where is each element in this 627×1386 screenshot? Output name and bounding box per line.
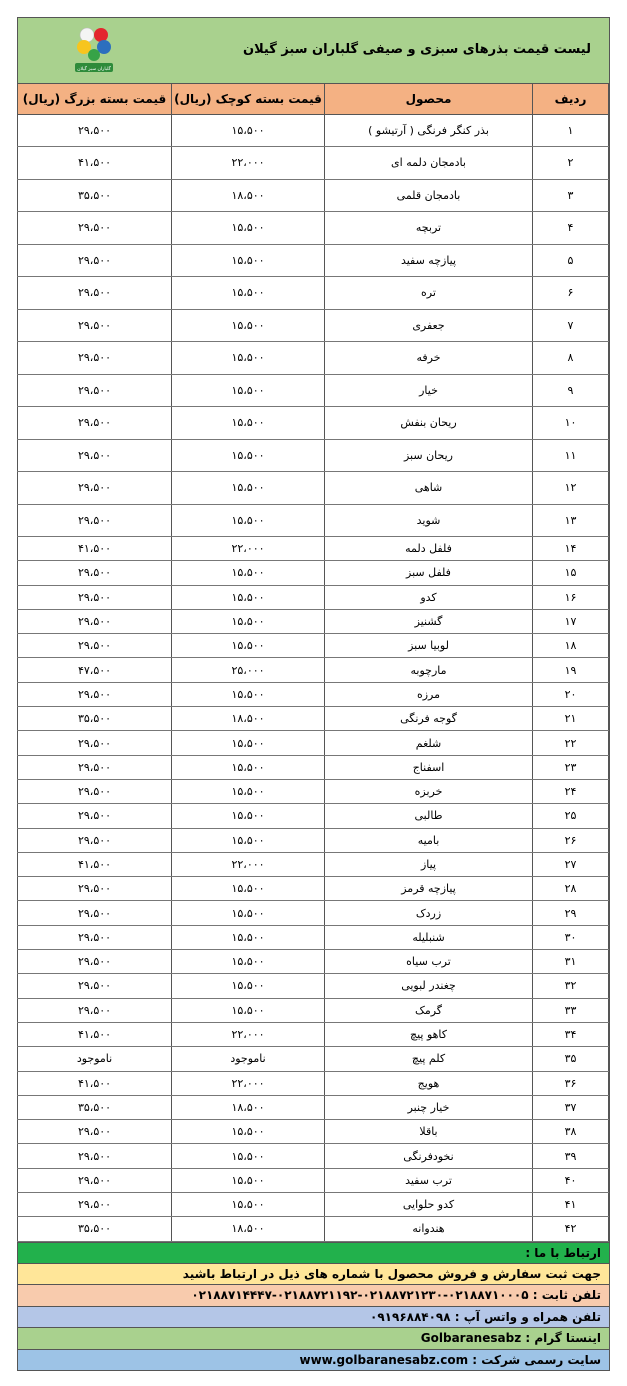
- small-price-cell: ۱۵،۵۰۰: [172, 974, 325, 998]
- row-number-cell: ۲۹: [533, 901, 609, 925]
- product-cell: ریحان سبز: [325, 439, 533, 472]
- table-row: [18, 901, 609, 925]
- table-row: [18, 682, 609, 706]
- large-price-cell: ۴۱،۵۰۰: [18, 1022, 172, 1046]
- table-row: [18, 212, 609, 245]
- table-row: [18, 561, 609, 585]
- small-price-cell: ۱۵،۵۰۰: [172, 1193, 325, 1217]
- row-number-cell: ۵: [533, 244, 609, 277]
- footer: [18, 1242, 609, 1370]
- large-price-cell: ناموجود: [18, 1047, 172, 1071]
- row-number-cell: ۱۱: [533, 439, 609, 472]
- product-cell: بامیه: [325, 828, 533, 852]
- table-row: [18, 804, 609, 828]
- col-header-product: محصول: [325, 84, 533, 114]
- table-row: [18, 1217, 609, 1241]
- small-price-cell: ۱۵،۵۰۰: [172, 1144, 325, 1168]
- product-cell: هندوانه: [325, 1217, 533, 1241]
- product-cell: شاهی: [325, 472, 533, 505]
- product-cell: خیار: [325, 374, 533, 407]
- large-price-cell: ۴۷،۵۰۰: [18, 658, 172, 682]
- table-row: [18, 407, 609, 440]
- large-price-cell: ۲۹،۵۰۰: [18, 974, 172, 998]
- row-number-cell: ۱۷: [533, 609, 609, 633]
- large-price-cell: ۲۹،۵۰۰: [18, 472, 172, 505]
- row-number-cell: ۳۸: [533, 1120, 609, 1144]
- product-cell: لوبیا سبز: [325, 634, 533, 658]
- row-number-cell: ۳۰: [533, 925, 609, 949]
- table-row: [18, 925, 609, 949]
- large-price-cell: ۳۵،۵۰۰: [18, 1095, 172, 1119]
- large-price-cell: ۲۹،۵۰۰: [18, 439, 172, 472]
- large-price-cell: ۲۹،۵۰۰: [18, 779, 172, 803]
- row-number-cell: ۱۳: [533, 504, 609, 537]
- large-price-cell: ۲۹،۵۰۰: [18, 828, 172, 852]
- row-number-cell: ۳۱: [533, 950, 609, 974]
- large-price-cell: ۲۹،۵۰۰: [18, 1193, 172, 1217]
- row-number-cell: ۲۰: [533, 682, 609, 706]
- small-price-cell: ۱۵،۵۰۰: [172, 998, 325, 1022]
- row-number-cell: ۳۲: [533, 974, 609, 998]
- product-cell: شوید: [325, 504, 533, 537]
- row-number-cell: ۳۴: [533, 1022, 609, 1046]
- table-row: [18, 658, 609, 682]
- table-body: [18, 114, 609, 1241]
- product-cell: زردک: [325, 901, 533, 925]
- large-price-cell: ۲۹،۵۰۰: [18, 731, 172, 755]
- table-row: [18, 147, 609, 180]
- table-row: [18, 342, 609, 375]
- large-price-cell: ۲۹،۵۰۰: [18, 504, 172, 537]
- small-price-cell: ۲۵،۰۰۰: [172, 658, 325, 682]
- table-row: [18, 1047, 609, 1071]
- small-price-cell: ۱۸،۵۰۰: [172, 1217, 325, 1241]
- small-price-cell: ۱۵،۵۰۰: [172, 374, 325, 407]
- row-number-cell: ۱: [533, 114, 609, 147]
- row-number-cell: ۱۶: [533, 585, 609, 609]
- small-price-cell: ۱۵،۵۰۰: [172, 804, 325, 828]
- table-row: [18, 244, 609, 277]
- small-price-cell: ۱۵،۵۰۰: [172, 901, 325, 925]
- product-cell: ریحان بنفش: [325, 407, 533, 440]
- row-number-cell: ۲۶: [533, 828, 609, 852]
- large-price-cell: ۲۹،۵۰۰: [18, 561, 172, 585]
- price-list-sheet: [17, 17, 610, 1371]
- product-cell: خرفه: [325, 342, 533, 375]
- large-price-cell: ۲۹،۵۰۰: [18, 309, 172, 342]
- product-cell: فلفل دلمه: [325, 537, 533, 561]
- product-cell: بذر کنگر فرنگی ( آرتیشو ): [325, 114, 533, 147]
- table-row: [18, 779, 609, 803]
- table-row: [18, 114, 609, 147]
- product-cell: کاهو پیچ: [325, 1022, 533, 1046]
- product-cell: کلم پیچ: [325, 1047, 533, 1071]
- table-row: [18, 634, 609, 658]
- small-price-cell: ۱۵،۵۰۰: [172, 925, 325, 949]
- large-price-cell: ۲۹،۵۰۰: [18, 1168, 172, 1192]
- product-cell: ترب سفید: [325, 1168, 533, 1192]
- table-row: [18, 1095, 609, 1119]
- large-price-cell: ۲۹،۵۰۰: [18, 755, 172, 779]
- large-price-cell: ۲۹،۵۰۰: [18, 925, 172, 949]
- row-number-cell: ۳۹: [533, 1144, 609, 1168]
- row-number-cell: ۳۳: [533, 998, 609, 1022]
- product-cell: کدو حلوایی: [325, 1193, 533, 1217]
- product-cell: گشنیز: [325, 609, 533, 633]
- small-price-cell: ۱۵،۵۰۰: [172, 439, 325, 472]
- small-price-cell: ۱۵،۵۰۰: [172, 731, 325, 755]
- small-price-cell: ۱۵،۵۰۰: [172, 877, 325, 901]
- row-number-cell: ۱۴: [533, 537, 609, 561]
- row-number-cell: ۶: [533, 277, 609, 310]
- large-price-cell: ۲۹،۵۰۰: [18, 212, 172, 245]
- product-cell: چغندر لبویی: [325, 974, 533, 998]
- table-row: [18, 998, 609, 1022]
- large-price-cell: ۲۹،۵۰۰: [18, 1120, 172, 1144]
- row-number-cell: ۴: [533, 212, 609, 245]
- product-cell: نخودفرنگی: [325, 1144, 533, 1168]
- logo-text: گلباران سبز گیلان: [77, 67, 111, 72]
- small-price-cell: ۱۵،۵۰۰: [172, 682, 325, 706]
- table-row: [18, 179, 609, 212]
- large-price-cell: ۴۱،۵۰۰: [18, 537, 172, 561]
- large-price-cell: ۲۹،۵۰۰: [18, 609, 172, 633]
- product-cell: مرزه: [325, 682, 533, 706]
- small-price-cell: ۱۵،۵۰۰: [172, 755, 325, 779]
- small-price-cell: ۱۵،۵۰۰: [172, 634, 325, 658]
- table-row: [18, 852, 609, 876]
- row-number-cell: ۲: [533, 147, 609, 180]
- footer-website: سایت رسمی شرکت : www.golbaranesabz.com: [18, 1349, 609, 1370]
- product-cell: طالبی: [325, 804, 533, 828]
- table-row: [18, 309, 609, 342]
- product-cell: شلغم: [325, 731, 533, 755]
- small-price-cell: ۱۸،۵۰۰: [172, 707, 325, 731]
- small-price-cell: ۲۲،۰۰۰: [172, 852, 325, 876]
- row-number-cell: ۲۲: [533, 731, 609, 755]
- small-price-cell: ۱۵،۵۰۰: [172, 609, 325, 633]
- footer-contact: ارتباط با ما :: [18, 1242, 609, 1263]
- row-number-cell: ۲۴: [533, 779, 609, 803]
- product-cell: بادمجان قلمی: [325, 179, 533, 212]
- table-row: [18, 1022, 609, 1046]
- product-cell: باقلا: [325, 1120, 533, 1144]
- row-number-cell: ۴۰: [533, 1168, 609, 1192]
- row-number-cell: ۲۸: [533, 877, 609, 901]
- table-row: [18, 950, 609, 974]
- product-cell: شنبلیله: [325, 925, 533, 949]
- small-price-cell: ۱۵،۵۰۰: [172, 1120, 325, 1144]
- table-row: [18, 1144, 609, 1168]
- product-cell: خربزه: [325, 779, 533, 803]
- product-cell: گوجه فرنگی: [325, 707, 533, 731]
- product-cell: فلفل سبز: [325, 561, 533, 585]
- table-row: [18, 877, 609, 901]
- product-cell: اسفناج: [325, 755, 533, 779]
- large-price-cell: ۲۹،۵۰۰: [18, 1144, 172, 1168]
- small-price-cell: ۱۵،۵۰۰: [172, 277, 325, 310]
- small-price-cell: ۱۵،۵۰۰: [172, 779, 325, 803]
- row-number-cell: ۱۰: [533, 407, 609, 440]
- row-number-cell: ۴۱: [533, 1193, 609, 1217]
- table-row: [18, 609, 609, 633]
- small-price-cell: ۱۵،۵۰۰: [172, 585, 325, 609]
- flower-logo-icon: [70, 24, 118, 76]
- product-cell: هویج: [325, 1071, 533, 1095]
- row-number-cell: ۲۳: [533, 755, 609, 779]
- table-header-row: [18, 84, 609, 114]
- large-price-cell: ۲۹،۵۰۰: [18, 901, 172, 925]
- large-price-cell: ۲۹،۵۰۰: [18, 950, 172, 974]
- small-price-cell: ناموجود: [172, 1047, 325, 1071]
- large-price-cell: ۳۵،۵۰۰: [18, 179, 172, 212]
- product-cell: جعفری: [325, 309, 533, 342]
- product-cell: بادمجان دلمه ای: [325, 147, 533, 180]
- row-number-cell: ۲۱: [533, 707, 609, 731]
- small-price-cell: ۱۵،۵۰۰: [172, 309, 325, 342]
- col-header-small-price: قیمت بسته کوچک (ریال): [172, 84, 325, 114]
- row-number-cell: ۱۸: [533, 634, 609, 658]
- large-price-cell: ۲۹،۵۰۰: [18, 998, 172, 1022]
- product-cell: پیاز: [325, 852, 533, 876]
- table-row: [18, 439, 609, 472]
- product-cell: تره: [325, 277, 533, 310]
- row-number-cell: ۳: [533, 179, 609, 212]
- table-row: [18, 828, 609, 852]
- small-price-cell: ۱۵،۵۰۰: [172, 407, 325, 440]
- table-row: [18, 374, 609, 407]
- product-cell: پیازچه قرمز: [325, 877, 533, 901]
- large-price-cell: ۲۹،۵۰۰: [18, 634, 172, 658]
- product-cell: کدو: [325, 585, 533, 609]
- row-number-cell: ۲۷: [533, 852, 609, 876]
- row-number-cell: ۷: [533, 309, 609, 342]
- small-price-cell: ۱۵،۵۰۰: [172, 342, 325, 375]
- footer-landline: تلفن ثابت : ۰۲۱۸۸۷۱۰۰۰۵-۰۲۱۸۸۷۲۱۲۳۰-۰۲۱۸۸۷۲۱۱۹۲-۰۲۱۸۸۷۱۴۴۴۷: [18, 1284, 609, 1305]
- footer-mobile: تلفن همراه و واتس آپ : ۰۹۱۹۶۸۸۴۰۹۸: [18, 1306, 609, 1327]
- row-number-cell: ۳۷: [533, 1095, 609, 1119]
- row-number-cell: ۳۵: [533, 1047, 609, 1071]
- small-price-cell: ۱۵،۵۰۰: [172, 212, 325, 245]
- large-price-cell: ۲۹،۵۰۰: [18, 682, 172, 706]
- small-price-cell: ۲۲،۰۰۰: [172, 537, 325, 561]
- small-price-cell: ۱۵،۵۰۰: [172, 1168, 325, 1192]
- large-price-cell: ۳۵،۵۰۰: [18, 1217, 172, 1241]
- small-price-cell: ۱۵،۵۰۰: [172, 472, 325, 505]
- large-price-cell: ۲۹،۵۰۰: [18, 374, 172, 407]
- small-price-cell: ۱۵،۵۰۰: [172, 950, 325, 974]
- table-row: [18, 755, 609, 779]
- table-row: [18, 974, 609, 998]
- large-price-cell: ۴۱،۵۰۰: [18, 852, 172, 876]
- product-cell: گرمک: [325, 998, 533, 1022]
- title-row: [18, 18, 609, 84]
- product-cell: تربچه: [325, 212, 533, 245]
- large-price-cell: ۲۹،۵۰۰: [18, 277, 172, 310]
- col-header-row: ردیف: [533, 84, 609, 114]
- small-price-cell: ۱۵،۵۰۰: [172, 114, 325, 147]
- large-price-cell: ۲۹،۵۰۰: [18, 407, 172, 440]
- large-price-cell: ۲۹،۵۰۰: [18, 342, 172, 375]
- row-number-cell: ۲۵: [533, 804, 609, 828]
- product-cell: پیازچه سفید: [325, 244, 533, 277]
- table-row: [18, 1120, 609, 1144]
- table-row: [18, 537, 609, 561]
- large-price-cell: ۴۱،۵۰۰: [18, 1071, 172, 1095]
- table-row: [18, 1193, 609, 1217]
- table-row: [18, 472, 609, 505]
- small-price-cell: ۱۵،۵۰۰: [172, 828, 325, 852]
- small-price-cell: ۲۲،۰۰۰: [172, 1022, 325, 1046]
- table-row: [18, 277, 609, 310]
- row-number-cell: ۳۶: [533, 1071, 609, 1095]
- small-price-cell: ۱۸،۵۰۰: [172, 1095, 325, 1119]
- large-price-cell: ۴۱،۵۰۰: [18, 147, 172, 180]
- small-price-cell: ۱۸،۵۰۰: [172, 179, 325, 212]
- product-cell: مارچوبه: [325, 658, 533, 682]
- small-price-cell: ۱۵،۵۰۰: [172, 504, 325, 537]
- row-number-cell: ۱۵: [533, 561, 609, 585]
- large-price-cell: ۲۹،۵۰۰: [18, 804, 172, 828]
- large-price-cell: ۲۹،۵۰۰: [18, 244, 172, 277]
- col-header-large-price: قیمت بسته بزرگ (ریال): [18, 84, 172, 114]
- table-row: [18, 585, 609, 609]
- table-row: [18, 731, 609, 755]
- row-number-cell: ۱۲: [533, 472, 609, 505]
- row-number-cell: ۱۹: [533, 658, 609, 682]
- table-row: [18, 1168, 609, 1192]
- small-price-cell: ۱۵،۵۰۰: [172, 561, 325, 585]
- page-title: لیست قیمت بذرهای سبزی و صیفی گلباران سبز گیلان: [242, 42, 591, 57]
- small-price-cell: ۲۲،۰۰۰: [172, 1071, 325, 1095]
- table-row: [18, 707, 609, 731]
- row-number-cell: ۴۲: [533, 1217, 609, 1241]
- row-number-cell: ۸: [533, 342, 609, 375]
- small-price-cell: ۲۲،۰۰۰: [172, 147, 325, 180]
- large-price-cell: ۲۹،۵۰۰: [18, 877, 172, 901]
- footer-order-note: جهت ثبت سفارش و فروش محصول با شماره های ذیل در ارتباط باشید: [18, 1263, 609, 1284]
- product-cell: ترب سیاه: [325, 950, 533, 974]
- row-number-cell: ۹: [533, 374, 609, 407]
- footer-instagram: اینستا گرام : Golbaranesabz: [18, 1327, 609, 1348]
- product-cell: خیار چنبر: [325, 1095, 533, 1119]
- large-price-cell: ۳۵،۵۰۰: [18, 707, 172, 731]
- price-table: [17, 84, 609, 1242]
- table-row: [18, 1071, 609, 1095]
- table-row: [18, 504, 609, 537]
- large-price-cell: ۲۹،۵۰۰: [18, 114, 172, 147]
- large-price-cell: ۲۹،۵۰۰: [18, 585, 172, 609]
- small-price-cell: ۱۵،۵۰۰: [172, 244, 325, 277]
